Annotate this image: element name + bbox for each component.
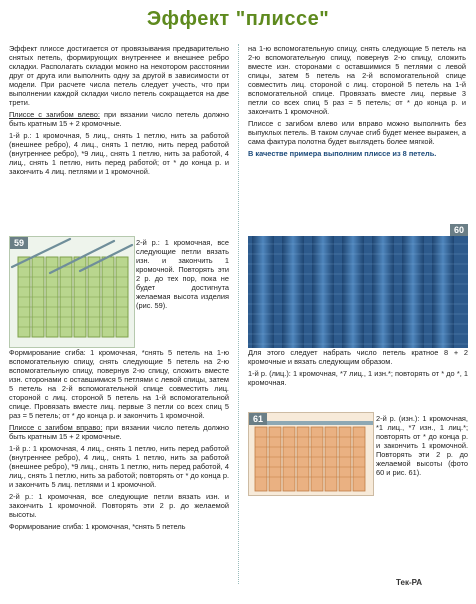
right-fold-start: Формирование сгиба: 1 кромочная, *снять 5 петель xyxy=(9,522,186,531)
col2-row-2: 2-й р. (изн.): 1 кромочная, *1 лиц., *7 изн., 1 лиц.*; повторять от * до конца р. и закончить 1 кромочной. Повторять эти 2 р. до желаемой высоты (фото 60 и рис. 61). xyxy=(376,414,468,477)
pleat xyxy=(312,236,334,348)
left-fold: Формирование сгиба: 1 кромочная, *снять 5 петель на 1-ю вспомогательную спицу, снять следующие 5 петель на 2-ю вспомогательную спицу, повернув 2-ю спицу, сложить вместе изн. сторонами с оставшимися 5 петлями с левой спицы, затем 5 петель на 2-й вспомогательной спице совместить лиц. стороной с лиц. стороной 5 петель на 1-й вспомогательной спице. Провязать вместе лиц. первые 3 петли со всех спиц 5 раз = 5 петель; от * до конца р. и закончить 1 кромочной. xyxy=(9,348,229,420)
pleat xyxy=(432,236,454,348)
knit-column xyxy=(297,427,309,491)
right-section-intro: при вязании число петель должно быть кратным 15 + 2 кромочные. xyxy=(9,423,229,441)
pleat xyxy=(252,236,274,348)
credit-signature: Тек-РА xyxy=(396,578,423,587)
knit-column xyxy=(339,427,351,491)
pleat xyxy=(342,236,364,348)
figure-59-number: 59 xyxy=(10,237,28,249)
col2-example xyxy=(248,149,466,158)
col2-example-heading: В качестве примера выполним плиссе из 8 петель. xyxy=(248,149,437,158)
pleat xyxy=(402,236,424,348)
knit-column xyxy=(353,427,365,491)
knit-column xyxy=(311,427,323,491)
right-row-1: 1-й р.: 1 кромочная, 4 лиц., снять 1 петлю, нить перед работой (внутреннее ребро), 4 лиц., снять 1 петлю, нить за работой (внешнее ребро), *9 лиц., снять 1 петлю, нить перед работой, 4 лиц., снять 1 петлю, нить за работой; повторять от * до конца р. и закончить 5 лиц. петлями и 1 кромочной. xyxy=(9,444,229,489)
figure-59 xyxy=(9,236,135,348)
page-title: Эффект "плиссе" xyxy=(146,8,330,30)
left-row-2: 2-й р.: 1 кромочная, все следующие петли вязать изн. и закончить 1 кромочной. Повторять эти 2 р. до тех пор, пока не будет достигнута желаемая высота изделия (рис. 59). xyxy=(136,238,229,310)
pleat xyxy=(372,236,394,348)
col2-row-1: 1-й р. (лиц.): 1 кромочная, *7 лиц., 1 изн.*; повторять от * до *, 1 кромочная. xyxy=(248,369,468,387)
col2-example-intro: Для этого следует набрать число петель кратное 8 + 2 кромочные и вязать следующим образом. xyxy=(248,348,468,366)
col2-top: на 1-ю вспомогательную спицу, снять следующие 5 петель на 2-ю вспомогательную спицу, повернув 2-ю спицу, сложить вместе изн. сторонами с оставшимися 5 петлями с левой спицы, затем 5 петель на 2-й вспомогательной спице совместить лиц. стороной с лиц. стороной 5 петель на 1-й вспомогательной спице. Провязать вместе лиц. первые 3 петли со всех спиц 5 раз = 5 петель; от * до конца р. и закончить 1 кромочной. xyxy=(248,44,466,116)
col2-note: Плиссе с загибом влево или вправо можно выполнить без выпуклых петель. В таком случае сгиб будет менее выражен, а сама фактура полотна будет выглядеть более мягкой. xyxy=(248,119,467,146)
knit-column xyxy=(255,427,267,491)
needle xyxy=(249,421,373,425)
left-row-1: 1-й р.: 1 кромочная, 5 лиц., снять 1 петлю, нить за работой (внешнее ребро), 4 лиц., снять 1 петлю, нить перед работой (внутреннее ребро), *9 лиц., снять 1 петлю, нить за работой, 4 лиц., снять 1 петлю, нить перед работой; от * до конца р. и закончить 4 лиц. петлями и 1 кромочной. xyxy=(9,131,229,176)
figure-59-diagram xyxy=(10,237,134,347)
left-bottom-text xyxy=(9,348,229,531)
intro-paragraph: Эффект плиссе достигается от провязывания предварительно снятых петель, формирующих внутреннее и внешнее ребро складки. Располагать складки можно на некотором расстоянии друг от друга или выполнить одну за другой в зависимости от модели. При расчете числа петель следует учесть, что при выполнении каждой складки число петель сокращается на две трети. xyxy=(9,44,229,107)
left-section-heading: Плиссе с загибом влево: xyxy=(9,110,100,119)
right-mid-text xyxy=(248,348,468,390)
right-section xyxy=(9,423,229,441)
right-row-2: 2-й р.: 1 кромочная, все следующие петли вязать изн. и закончить 1 кромочной. Повторять эти 2 р. до желаемой высоты. xyxy=(9,492,229,519)
right-section-heading: Плиссе с загибом вправо: xyxy=(9,423,103,432)
left-section-intro: при вязании число петель должно быть кратным 15 + 2 кромочные. xyxy=(9,110,229,128)
figure-61-number: 61 xyxy=(249,413,267,425)
figure-60-fabric xyxy=(248,236,468,348)
figure-61-diagram xyxy=(249,413,373,495)
left-column xyxy=(9,44,229,179)
column-divider xyxy=(238,44,240,584)
knit-column xyxy=(283,427,295,491)
left-section xyxy=(9,110,229,128)
figure-60-photo xyxy=(248,225,468,348)
figure-60-number: 60 xyxy=(450,224,468,236)
knit-column xyxy=(325,427,337,491)
knit-column xyxy=(269,427,281,491)
pleat xyxy=(282,236,304,348)
right-column xyxy=(248,44,466,161)
figure-61 xyxy=(248,412,374,496)
